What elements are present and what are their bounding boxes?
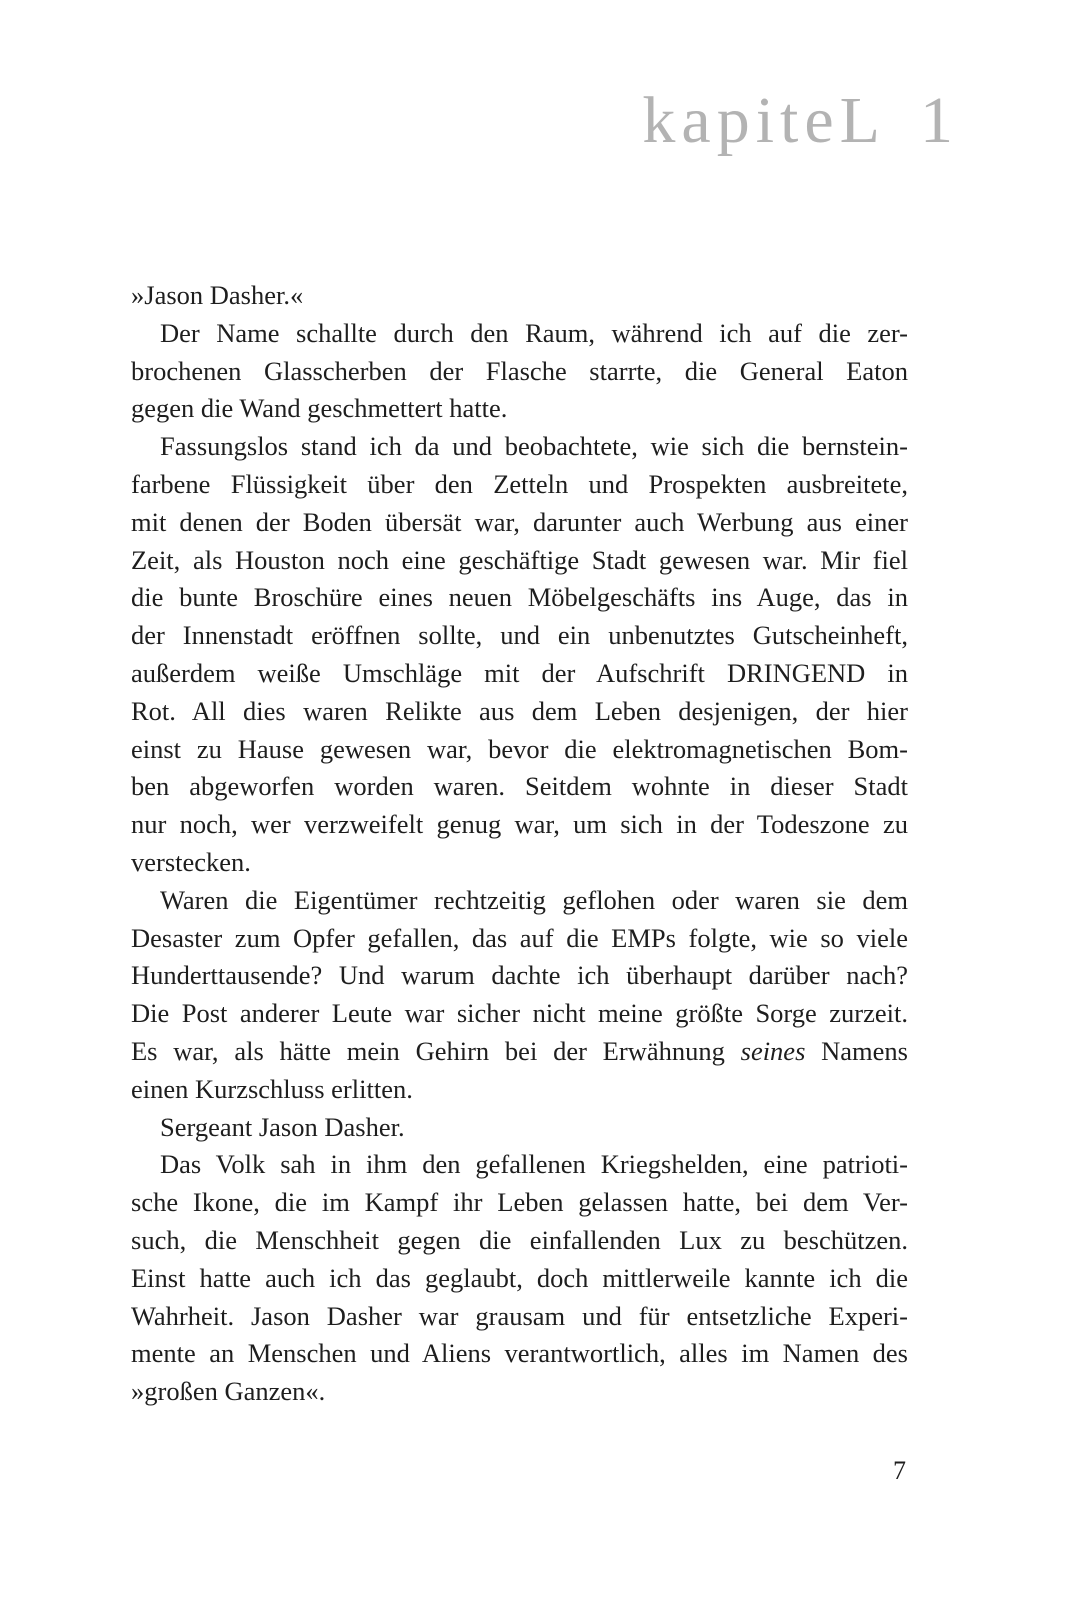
text-line: »großen Ganzen«.	[131, 1376, 326, 1407]
text-block-1	[131, 277, 908, 1033]
text-line: nur noch, wer verzweifelt genug war, um sich in der Todeszone zu	[131, 809, 908, 840]
text-line: mit denen der Boden übersät war, darunter auch Werbung aus einer	[131, 506, 908, 537]
body-text	[131, 277, 908, 1411]
text-line: der Innenstadt eröffnen sollte, und ein unbenutztes Gutscheinheft,	[131, 620, 908, 651]
text-line	[131, 1033, 908, 1071]
text-line: Waren die Eigentümer rechtzeitig geflohen oder waren sie dem	[160, 884, 908, 915]
text-line: sche Ikone, die im Kampf ihr Leben gelassen hatte, bei dem Ver-	[131, 1187, 908, 1218]
text-line: Desaster zum Opfer gefallen, das auf die EMPs folgte, wie so viele	[131, 922, 908, 953]
text-line: »Jason Dasher.«	[131, 280, 304, 310]
page-number: 7	[893, 1456, 906, 1485]
text-line: such, die Menschheit gegen die einfallenden Lux zu beschützen.	[131, 1224, 908, 1255]
text-line: mente an Menschen und Aliens verantwortlich, alles im Namen des	[131, 1338, 908, 1369]
text-line: Einst hatte auch ich das geglaubt, doch mittlerweile kannte ich die	[131, 1262, 908, 1293]
text-line: außerdem weiße Umschläge mit der Aufschrift DRINGEND in	[131, 657, 908, 688]
text-line: Rot. All dies waren Relikte aus dem Leben desjenigen, der hier	[131, 695, 908, 726]
text-line: brochenen Glasscherben der Flasche starrte, die General Eaton	[131, 355, 908, 386]
text-segment: Namens	[805, 1035, 908, 1066]
text-line: Wahrheit. Jason Dasher war grausam und für entsetzliche Experi-	[131, 1300, 908, 1331]
text-line: Zeit, als Houston noch eine geschäftige Stadt gewesen war. Mir fiel	[131, 544, 908, 575]
text-line: einst zu Hause gewesen war, bevor die elektromagnetischen Bom-	[131, 733, 908, 764]
text-line: verstecken.	[131, 846, 251, 877]
text-line: Das Volk sah in ihm den gefallenen Kriegshelden, eine patrioti-	[160, 1149, 908, 1180]
chapter-heading	[642, 84, 959, 157]
emphasis-text: seines	[740, 1035, 806, 1066]
text-line: gegen die Wand geschmettert hatte.	[131, 393, 508, 424]
text-line: Fassungslos stand ich da und beobachtete, wie sich die bernstein-	[160, 431, 908, 462]
text-line: farbene Flüssigkeit über den Zetteln und Prospekten ausbreitete,	[131, 468, 908, 499]
text-line: Die Post anderer Leute war sicher nicht meine größte Sorge zurzeit.	[131, 998, 908, 1029]
text-line: Der Name schallte durch den Raum, während ich auf die zer-	[160, 317, 908, 348]
text-line: die bunte Broschüre eines neuen Möbelgeschäfts ins Auge, das in	[131, 582, 908, 613]
text-block-2	[131, 1071, 908, 1411]
chapter-number: 1	[920, 84, 959, 157]
text-segment: Es war, als hätte mein Gehirn bei der Erwähnung	[131, 1035, 741, 1066]
text-line: ben abgeworfen worden waren. Seitdem wohnte in dieser Stadt	[131, 771, 908, 802]
text-line: Hunderttausende? Und warum dachte ich überhaupt darüber nach?	[131, 960, 908, 991]
text-line: einen Kurzschluss erlitten.	[131, 1073, 413, 1104]
chapter-label: kapiteL	[642, 84, 886, 157]
text-line: Sergeant Jason Dasher.	[160, 1111, 405, 1142]
